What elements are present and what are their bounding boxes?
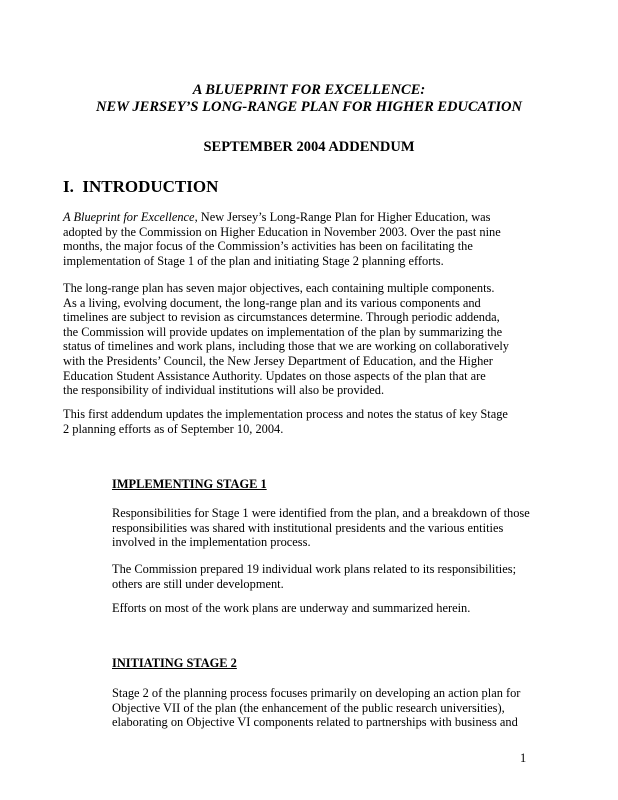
paragraph-line: with the Presidents’ Council, the New Jersey Department of Education, and the Higher [63, 353, 493, 368]
page-number: 1 [520, 751, 527, 765]
stage1-paragraph-3 [112, 601, 470, 616]
paragraph-line: elaborating on Objective VI components related to partnerships with business and [112, 715, 518, 730]
stage1-paragraph-1 [112, 506, 530, 550]
paragraph-line: the responsibility of individual institutions will also be provided. [63, 383, 385, 398]
paragraph-line: As a living, evolving document, the long-range plan and its various components and [63, 295, 481, 310]
paragraph-text: , New Jersey’s Long-Range Plan for Higher Education, was [194, 210, 491, 224]
stage1-paragraph-2 [112, 562, 516, 591]
paragraph-line: timelines are subject to revision as circumstances determine. Through periodic addenda, [63, 310, 500, 325]
section-heading-introduction: I. INTRODUCTION [63, 177, 219, 196]
intro-paragraph-2 [63, 281, 509, 398]
paragraph-line: This first addendum updates the implementation process and notes the status of key Stage [63, 407, 508, 421]
paragraph-line: the Commission will provide updates on implementation of the plan by summarizing the [63, 324, 503, 339]
paragraph-line: The long-range plan has seven major objectives, each containing multiple components. [63, 281, 495, 295]
intro-paragraph-3 [63, 407, 508, 436]
paragraph-line: adopted by the Commission on Higher Education in November 2003. Over the past nine [63, 224, 501, 239]
paragraph-line: Education Student Assistance Authority. Updates on those aspects of the plan that are [63, 368, 486, 383]
addendum-heading: SEPTEMBER 2004 ADDENDUM [203, 139, 415, 155]
paragraph-line: The Commission prepared 19 individual work plans related to its responsibilities; [112, 562, 517, 576]
paragraph-line: status of timelines and work plans, including those that we are working on collaboratively [63, 339, 509, 354]
paragraph-line: Efforts on most of the work plans are underway and summarized herein. [112, 601, 471, 615]
paragraph-line: Objective VII of the plan (the enhancement of the public research universities), [112, 700, 505, 715]
intro-paragraph-1 [63, 210, 501, 268]
paragraph-line: 2 planning efforts as of September 10, 2004. [63, 421, 284, 436]
subheading-implementing-stage-1: IMPLEMENTING STAGE 1 [112, 477, 267, 491]
paragraph-line: Stage 2 of the planning process focuses primarily on developing an action plan for [112, 686, 521, 700]
paragraph-line [63, 210, 501, 225]
paragraph-line: involved in the implementation process. [112, 535, 311, 550]
paragraph-line: others are still under development. [112, 576, 284, 591]
paragraph-line: Responsibilities for Stage 1 were identified from the plan, and a breakdown of those [112, 506, 530, 520]
document-title [0, 82, 618, 116]
subheading-initiating-stage-2: INITIATING STAGE 2 [112, 656, 237, 670]
stage2-paragraph-1 [112, 686, 520, 730]
title-line-1: A BLUEPRINT FOR EXCELLENCE: [192, 82, 426, 98]
paragraph-line: implementation of Stage 1 of the plan and initiating Stage 2 planning efforts. [63, 253, 444, 268]
paragraph-line: months, the major focus of the Commission’s activities has been on facilitating the [63, 239, 473, 254]
paragraph-line: responsibilities was shared with institutional presidents and the various entities [112, 520, 504, 535]
italic-plan-title: A Blueprint for Excellence [63, 210, 195, 224]
title-line-2: NEW JERSEY’S LONG-RANGE PLAN FOR HIGHER EDUCATION [96, 99, 522, 115]
